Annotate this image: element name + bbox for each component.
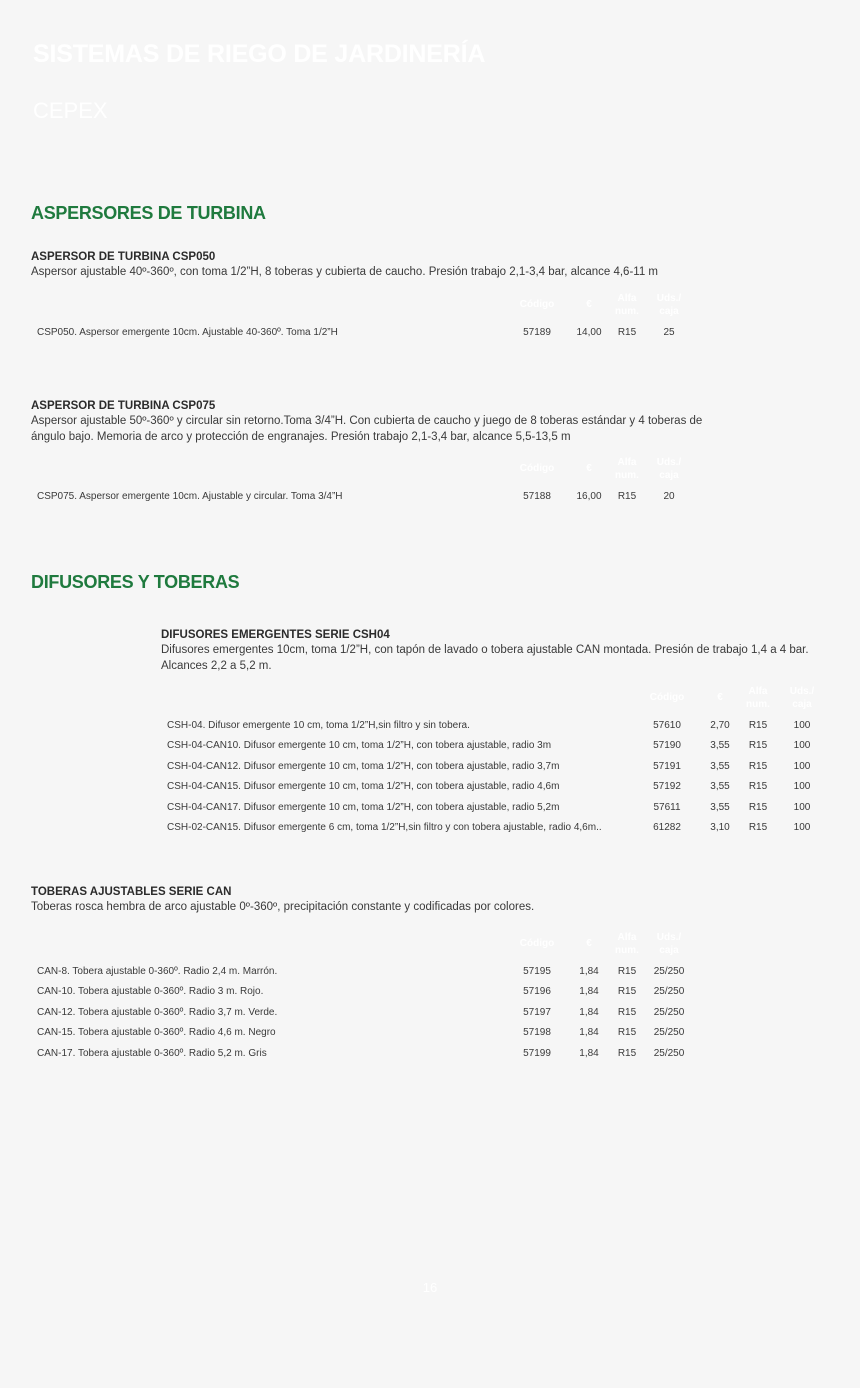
- product-description: Aspersor ajustable 50º-360º y circular sin retorno.Toma 3/4”H. Con cubierta de caucho y juego de 8 toberas estándar y 4 toberas de: [31, 415, 703, 427]
- header-codigo-line: Código: [519, 938, 555, 949]
- row-description: CAN-17. Tobera ajustable 0-360º. Radio 5,2 m. Gris: [37, 1047, 267, 1059]
- header-codigo: [517, 462, 557, 475]
- row-alfa: R15: [617, 491, 637, 502]
- header-alfa-line: num.: [615, 306, 639, 317]
- product-csp075: [31, 399, 731, 445]
- row-precio: 3,55: [710, 781, 730, 793]
- header-uds-line: caja: [659, 470, 679, 481]
- table-row: [37, 326, 717, 346]
- header-codigo-line: Código: [519, 299, 555, 310]
- product-csp050: [31, 250, 731, 281]
- header-euro-line: €: [717, 692, 723, 703]
- table-row: [167, 780, 837, 800]
- row-uds: 25/250: [653, 986, 685, 998]
- header-alfa-line: num.: [615, 470, 639, 481]
- section-heading-turbina: ASPERSORES DE TURBINA: [31, 203, 266, 223]
- table-row: [167, 739, 837, 759]
- header-codigo-line: Código: [649, 692, 685, 703]
- row-precio: 3,55: [710, 760, 730, 772]
- page-number: 16: [422, 1280, 438, 1295]
- header-uds: [782, 685, 822, 711]
- row-uds: 100: [793, 740, 811, 752]
- row-description: CSH-02-CAN15. Difusor emergente 6 cm, toma 1/2”H,sin filtro y con tobera ajustable, radio 4,6m..: [167, 822, 602, 833]
- product-description-cont: Alcances 2,2 a 5,2 m.: [161, 659, 272, 672]
- header-euro: [574, 298, 604, 311]
- row-precio: 1,84: [579, 986, 599, 998]
- header-alfa: [738, 685, 778, 711]
- row-uds: 100: [793, 781, 811, 793]
- row-description: CAN-10. Tobera ajustable 0-360º. Radio 3 m. Rojo.: [37, 986, 264, 998]
- row-codigo: 57191: [653, 760, 681, 772]
- header-uds: [649, 456, 689, 482]
- header-alfa-line: Alfa: [617, 457, 637, 468]
- row-description: CSH-04-CAN10. Difusor emergente 10 cm, toma 1/2”H, con tobera ajustable, radio 3m: [167, 740, 552, 752]
- product-title: DIFUSORES EMERGENTES SERIE CSH04: [161, 629, 390, 641]
- header-alfa-line: Alfa: [617, 932, 637, 943]
- header-uds-line: caja: [792, 699, 812, 710]
- header-uds-line: Uds./: [656, 293, 682, 304]
- header-alfa-line: Alfa: [748, 686, 768, 697]
- row-alfa: R15: [617, 1047, 637, 1059]
- row-precio: 14,00: [576, 327, 602, 338]
- table-row: [37, 490, 717, 510]
- row-uds: 25/250: [653, 966, 685, 977]
- header-alfa-line: Alfa: [617, 293, 637, 304]
- header-uds-line: caja: [659, 945, 679, 956]
- header-alfa-line: num.: [746, 699, 770, 710]
- row-codigo: 57188: [523, 491, 551, 502]
- row-uds: 100: [793, 822, 811, 833]
- row-description: CAN-12. Tobera ajustable 0-360º. Radio 3,7 m. Verde.: [37, 1006, 278, 1018]
- row-alfa: R15: [617, 1006, 637, 1018]
- row-alfa: R15: [748, 720, 768, 731]
- row-codigo: 57196: [523, 986, 551, 998]
- page-title: SISTEMAS DE RIEGO DE JARDINERÍA: [33, 40, 486, 68]
- header-uds-line: Uds./: [656, 457, 682, 468]
- row-description: CSP050. Aspersor emergente 10cm. Ajustable 40-360º. Toma 1/2”H: [37, 327, 338, 338]
- row-uds: 100: [793, 760, 811, 772]
- row-precio: 1,84: [579, 1006, 599, 1018]
- table-row: [37, 1006, 717, 1026]
- product-description-cont: ángulo bajo. Memoria de arco y protección de engranajes. Presión trabajo 2,1-3,4 bar, alcance 5,5-13,5 m: [31, 430, 571, 443]
- table-row: [37, 985, 717, 1005]
- row-description: CAN-15. Tobera ajustable 0-360º. Radio 4,6 m. Negro: [37, 1027, 276, 1039]
- row-codigo: 57189: [523, 327, 551, 338]
- header-uds: [649, 292, 689, 318]
- header-alfa: [607, 931, 647, 957]
- product-description: Aspersor ajustable 40º-360º, con toma 1/2”H, 8 toberas y cubierta de caucho. Presión trabajo 2,1-3,4 bar, alcance 4,6-11 m: [31, 266, 658, 278]
- row-codigo: 57195: [523, 966, 551, 977]
- row-alfa: R15: [617, 1027, 637, 1039]
- row-precio: 2,70: [710, 720, 730, 731]
- row-codigo: 57190: [653, 740, 681, 752]
- table-row: [167, 821, 837, 841]
- product-csh04: [161, 628, 841, 674]
- product-title: TOBERAS AJUSTABLES SERIE CAN: [31, 886, 232, 898]
- row-precio: 3,55: [710, 801, 730, 813]
- row-codigo: 57198: [523, 1027, 551, 1039]
- header-alfa: [607, 292, 647, 318]
- row-alfa: R15: [748, 740, 768, 752]
- table-row: [167, 760, 837, 780]
- row-uds: 20: [663, 491, 675, 502]
- header-uds-line: Uds./: [656, 932, 682, 943]
- product-title: ASPERSOR DE TURBINA CSP075: [31, 400, 216, 412]
- row-uds: 25/250: [653, 1006, 685, 1018]
- header-euro: [574, 462, 604, 475]
- row-uds: 100: [793, 801, 811, 813]
- product-description: Toberas rosca hembra de arco ajustable 0º-360º, precipitación constante y codificadas por colores.: [31, 901, 535, 913]
- product-description: Difusores emergentes 10cm, toma 1/2”H, con tapón de lavado o tobera ajustable CAN montada. Presión de trabajo 1,4 a 4 bar.: [161, 644, 809, 656]
- row-codigo: 57197: [523, 1006, 551, 1018]
- row-alfa: R15: [748, 781, 768, 793]
- header-uds-line: Uds./: [789, 686, 815, 697]
- row-codigo: 57199: [523, 1047, 551, 1059]
- header-euro-line: €: [586, 463, 592, 474]
- header-alfa-line: num.: [615, 945, 639, 956]
- row-alfa: R15: [617, 327, 637, 338]
- row-description: CAN-8. Tobera ajustable 0-360º. Radio 2,4 m. Marrón.: [37, 966, 278, 977]
- row-alfa: R15: [617, 966, 637, 977]
- row-uds: 25: [663, 327, 675, 338]
- header-uds-line: caja: [659, 306, 679, 317]
- brand-subtitle: CEPEX: [33, 98, 108, 123]
- row-precio: 1,84: [579, 1027, 599, 1039]
- table-row: [37, 1026, 717, 1046]
- section-heading-difusores: DIFUSORES Y TOBERAS: [31, 572, 240, 592]
- table-row: [167, 719, 837, 739]
- header-euro: [574, 937, 604, 950]
- row-codigo: 57192: [653, 781, 681, 793]
- table-row: [37, 1047, 717, 1067]
- product-can: [31, 885, 731, 916]
- header-codigo-line: Código: [519, 463, 555, 474]
- header-codigo: [517, 937, 557, 950]
- header-euro-line: €: [586, 938, 592, 949]
- row-codigo: 61282: [653, 822, 681, 833]
- row-description: CSH-04. Difusor emergente 10 cm, toma 1/2”H,sin filtro y sin tobera.: [167, 720, 470, 731]
- product-title: ASPERSOR DE TURBINA CSP050: [31, 251, 216, 263]
- row-precio: 3,10: [710, 822, 730, 833]
- row-description: CSP075. Aspersor emergente 10cm. Ajustable y circular. Toma 3/4”H: [37, 491, 343, 502]
- row-precio: 16,00: [576, 491, 602, 502]
- header-alfa: [607, 456, 647, 482]
- row-codigo: 57610: [653, 720, 681, 731]
- header-codigo: [647, 691, 687, 704]
- row-uds: 100: [793, 720, 811, 731]
- header-euro: [705, 691, 735, 704]
- row-codigo: 57611: [653, 801, 681, 813]
- row-precio: 1,84: [579, 1047, 599, 1059]
- row-description: CSH-04-CAN12. Difusor emergente 10 cm, toma 1/2”H, con tobera ajustable, radio 3,7m: [167, 760, 560, 772]
- row-alfa: R15: [748, 801, 768, 813]
- row-alfa: R15: [748, 760, 768, 772]
- row-alfa: R15: [617, 986, 637, 998]
- row-precio: 1,84: [579, 966, 599, 977]
- row-alfa: R15: [748, 822, 768, 833]
- header-codigo: [517, 298, 557, 311]
- header-uds: [649, 931, 689, 957]
- header-euro-line: €: [586, 299, 592, 310]
- row-precio: 3,55: [710, 740, 730, 752]
- table-row: [37, 965, 717, 985]
- row-uds: 25/250: [653, 1047, 685, 1059]
- row-description: CSH-04-CAN15. Difusor emergente 10 cm, toma 1/2”H, con tobera ajustable, radio 4,6m: [167, 781, 560, 793]
- table-row: [167, 801, 837, 821]
- row-uds: 25/250: [653, 1027, 685, 1039]
- row-description: CSH-04-CAN17. Difusor emergente 10 cm, toma 1/2”H, con tobera ajustable, radio 5,2m: [167, 801, 560, 813]
